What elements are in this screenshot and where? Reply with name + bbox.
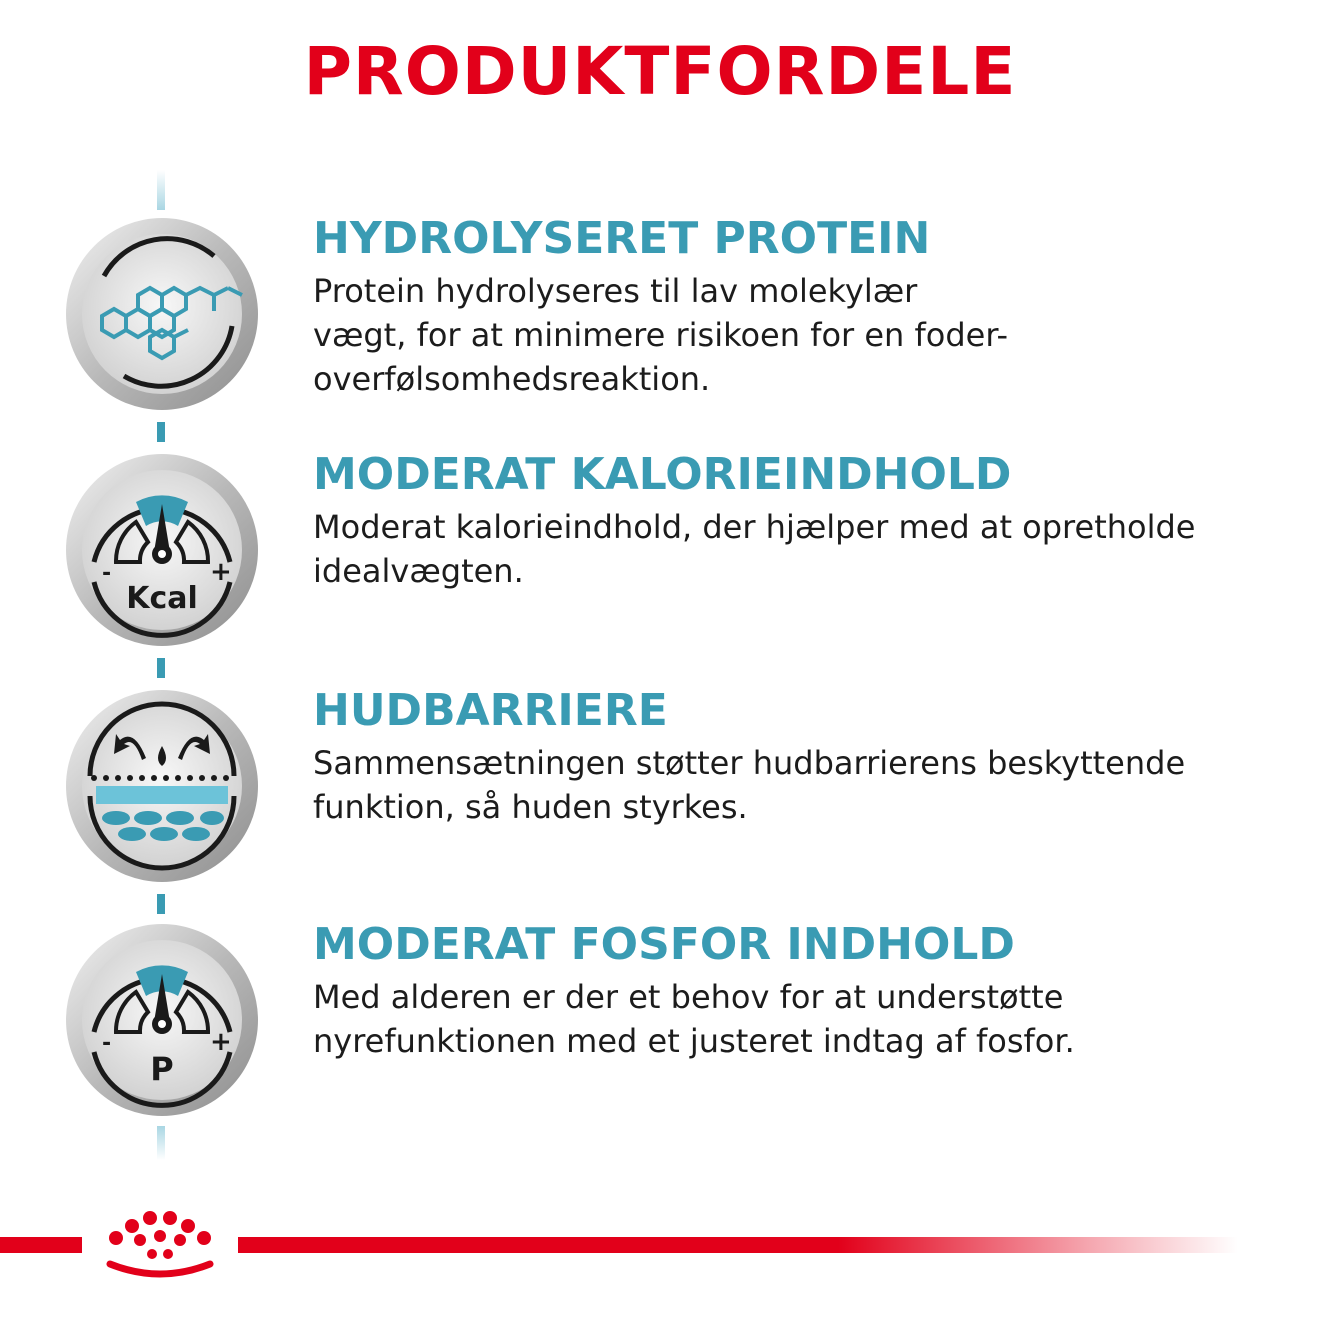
benefit-text: Protein hydrolyseres til lav molekylær vægt, for at minimere risikoen for en foder- overfølsomhedsreaktion. (313, 272, 1008, 398)
plus-label: + (210, 557, 232, 587)
skin-barrier-icon (64, 688, 260, 884)
benefit-hydrolysed-protein (313, 213, 1303, 401)
timeline (0, 0, 320, 1320)
timeline-segment (157, 894, 165, 914)
timeline-segment (157, 170, 165, 210)
minus-label: - (102, 1031, 112, 1056)
benefit-title: MODERAT FOSFOR INDHOLD (313, 919, 1015, 970)
benefit-title: HUDBARRIERE (313, 685, 668, 736)
timeline-segment (157, 658, 165, 678)
p-label: P (150, 1050, 174, 1088)
brand-line (0, 1237, 82, 1253)
benefit-title: MODERAT KALORIEINDHOLD (313, 449, 1012, 500)
kcal-label: Kcal (126, 581, 198, 616)
benefit-text: Med alderen er der et behov for at understøtte nyrefunktionen med et justeret indtag af fosfor. (313, 978, 1075, 1060)
benefit-title: HYDROLYSERET PROTEIN (313, 213, 931, 264)
benefit-moderate-calories (313, 449, 1303, 593)
crown-logo (92, 1208, 228, 1284)
benefit-text: Moderat kalorieindhold, der hjælper med at opretholde idealvægten. (313, 508, 1196, 590)
phosphorus-gauge-icon (64, 922, 260, 1118)
brand-line (238, 1237, 1238, 1253)
benefit-text: Sammensætningen støtter hudbarrierens beskyttende funktion, så huden styrkes. (313, 744, 1186, 826)
benefit-moderate-phosphorus (313, 919, 1303, 1063)
minus-label: - (102, 561, 112, 586)
benefit-skin-barrier (313, 685, 1303, 829)
kcal-gauge-icon (64, 452, 260, 648)
page-title: PRODUKTFORDELE (303, 33, 1017, 110)
timeline-segment (157, 1126, 165, 1160)
timeline-segment (157, 422, 165, 442)
plus-label: + (210, 1027, 232, 1057)
molecule-icon (64, 216, 260, 412)
